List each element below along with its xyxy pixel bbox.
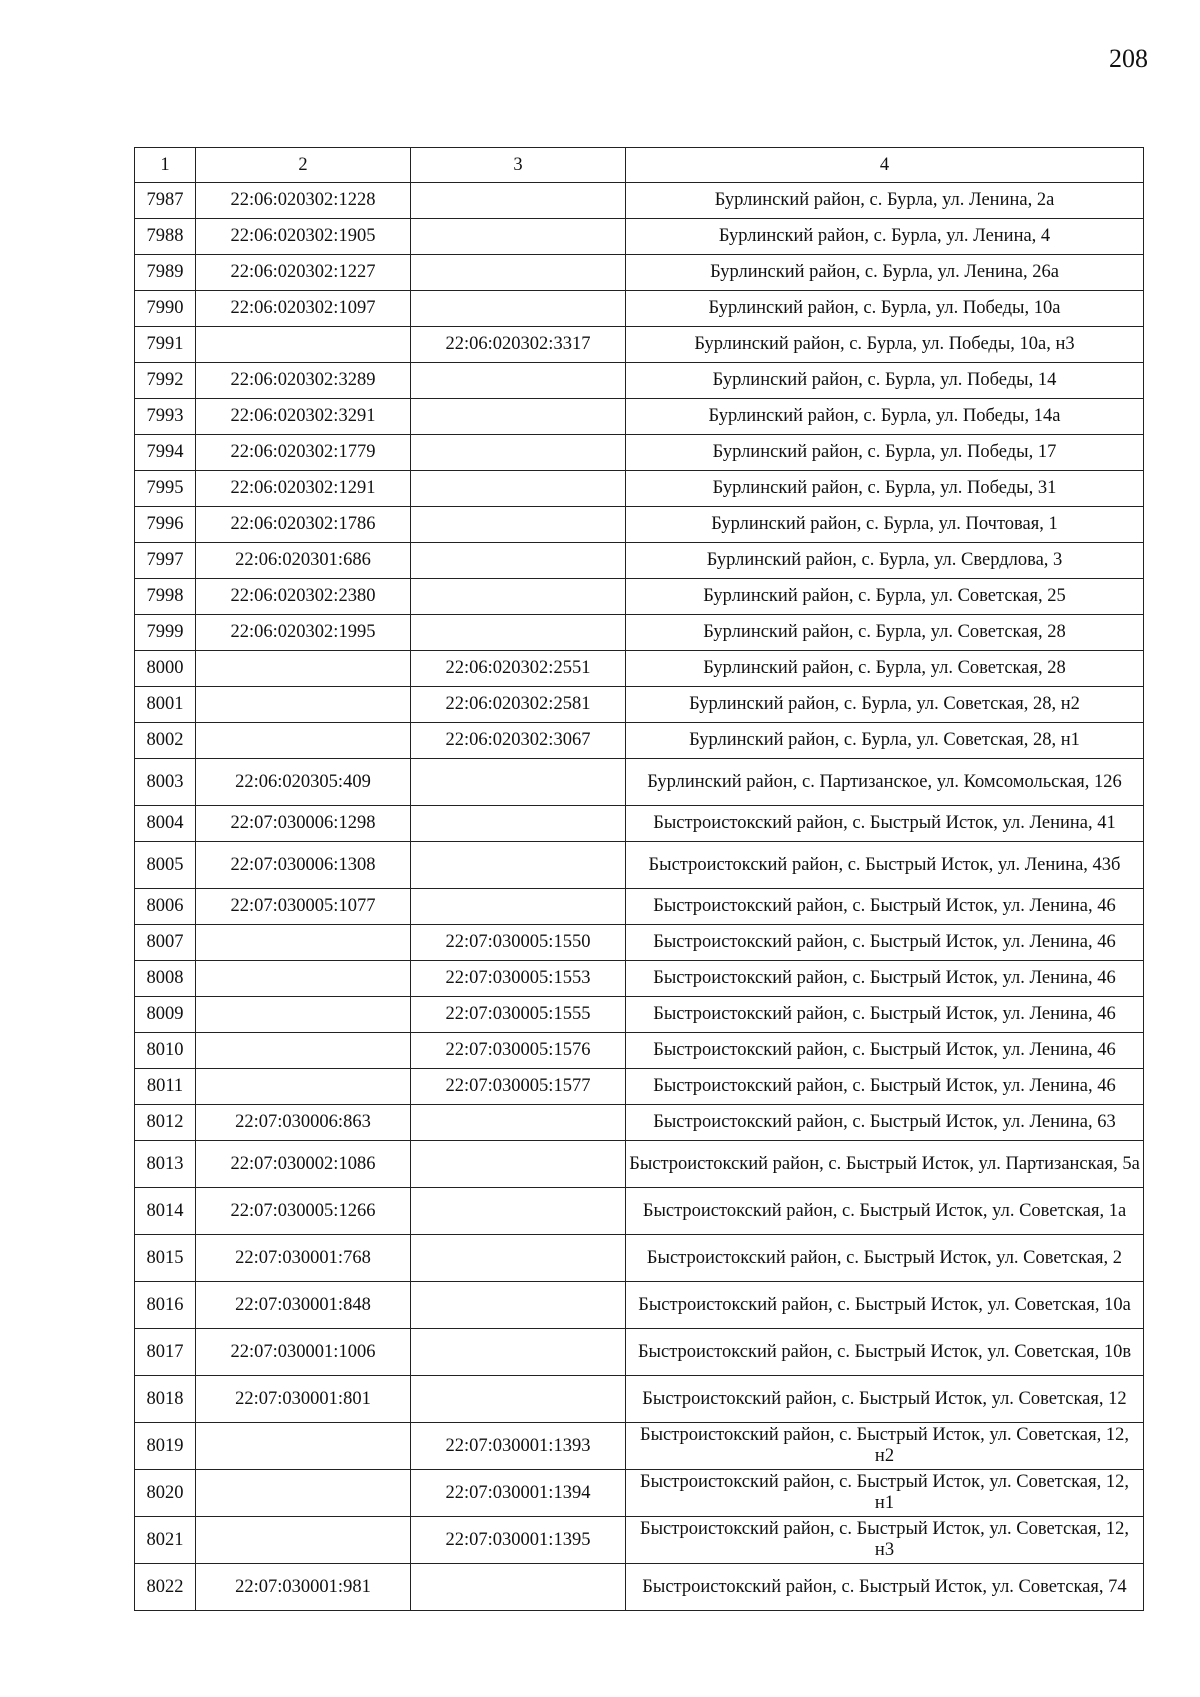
premises-number-cell — [411, 399, 626, 435]
address-cell: Бурлинский район, с. Бурла, ул. Победы, 14а — [626, 399, 1144, 435]
premises-number-cell — [411, 543, 626, 579]
row-number-cell: 8019 — [135, 1423, 196, 1470]
table-row — [135, 1141, 1144, 1188]
cadastral-number-cell — [196, 961, 411, 997]
row-number-cell: 8014 — [135, 1188, 196, 1235]
premises-number-cell: 22:07:030001:1393 — [411, 1423, 626, 1470]
address-cell: Бурлинский район, с. Партизанское, ул. Комсомольская, 126 — [626, 759, 1144, 806]
table-row — [135, 1105, 1144, 1141]
premises-number-cell — [411, 435, 626, 471]
table-body — [135, 183, 1144, 1611]
table-row — [135, 1423, 1144, 1470]
cadastral-number-cell: 22:07:030002:1086 — [196, 1141, 411, 1188]
address-cell: Быстроистокский район, с. Быстрый Исток, ул. Ленина, 46 — [626, 1069, 1144, 1105]
premises-number-cell: 22:07:030005:1576 — [411, 1033, 626, 1069]
address-cell: Быстроистокский район, с. Быстрый Исток, ул. Ленина, 46 — [626, 925, 1144, 961]
row-number-cell: 8004 — [135, 806, 196, 842]
table-row — [135, 1282, 1144, 1329]
premises-number-cell — [411, 183, 626, 219]
address-cell: Бурлинский район, с. Бурла, ул. Победы, 17 — [626, 435, 1144, 471]
address-cell: Бурлинский район, с. Бурла, ул. Победы, 31 — [626, 471, 1144, 507]
cadastral-number-cell — [196, 1069, 411, 1105]
address-cell: Бурлинский район, с. Бурла, ул. Советская, 25 — [626, 579, 1144, 615]
premises-number-cell — [411, 255, 626, 291]
address-cell: Бурлинский район, с. Бурла, ул. Победы, 10а — [626, 291, 1144, 327]
table-row — [135, 759, 1144, 806]
table-row — [135, 183, 1144, 219]
header-col-3: 3 — [411, 148, 626, 183]
header-col-2: 2 — [196, 148, 411, 183]
row-number-cell: 8020 — [135, 1470, 196, 1517]
table-row — [135, 1376, 1144, 1423]
premises-number-cell — [411, 219, 626, 255]
address-cell: Бурлинский район, с. Бурла, ул. Победы, 10а, н3 — [626, 327, 1144, 363]
row-number-cell: 7989 — [135, 255, 196, 291]
row-number-cell: 8022 — [135, 1564, 196, 1611]
row-number-cell: 8016 — [135, 1282, 196, 1329]
address-cell: Бурлинский район, с. Бурла, ул. Советская, 28 — [626, 615, 1144, 651]
page-number: 208 — [1109, 44, 1148, 73]
cadastral-number-cell: 22:06:020302:1995 — [196, 615, 411, 651]
premises-number-cell: 22:07:030005:1550 — [411, 925, 626, 961]
row-number-cell: 8021 — [135, 1517, 196, 1564]
cadastral-number-cell — [196, 1470, 411, 1517]
table-row — [135, 997, 1144, 1033]
row-number-cell: 8006 — [135, 889, 196, 925]
table-row — [135, 471, 1144, 507]
address-cell: Бурлинский район, с. Бурла, ул. Свердлова, 3 — [626, 543, 1144, 579]
cadastral-number-cell: 22:06:020302:1905 — [196, 219, 411, 255]
premises-number-cell: 22:06:020302:2581 — [411, 687, 626, 723]
address-cell: Быстроистокский район, с. Быстрый Исток, ул. Советская, 10а — [626, 1282, 1144, 1329]
premises-number-cell — [411, 1105, 626, 1141]
table-row — [135, 1564, 1144, 1611]
address-cell: Бурлинский район, с. Бурла, ул. Почтовая, 1 — [626, 507, 1144, 543]
row-number-cell: 7992 — [135, 363, 196, 399]
cadastral-number-cell — [196, 1423, 411, 1470]
address-cell: Быстроистокский район, с. Быстрый Исток, ул. Партизанская, 5а — [626, 1141, 1144, 1188]
table-row — [135, 687, 1144, 723]
table-row — [135, 399, 1144, 435]
cadastral-number-cell: 22:07:030005:1266 — [196, 1188, 411, 1235]
premises-number-cell: 22:07:030005:1577 — [411, 1069, 626, 1105]
row-number-cell: 8003 — [135, 759, 196, 806]
premises-number-cell: 22:07:030005:1553 — [411, 961, 626, 997]
table-row — [135, 1033, 1144, 1069]
address-cell: Быстроистокский район, с. Быстрый Исток, ул. Ленина, 41 — [626, 806, 1144, 842]
row-number-cell: 7988 — [135, 219, 196, 255]
address-cell: Быстроистокский район, с. Быстрый Исток, ул. Советская, 12, н3 — [626, 1517, 1144, 1564]
registry-table — [134, 147, 1144, 1611]
table-row — [135, 889, 1144, 925]
table-row — [135, 579, 1144, 615]
table-row — [135, 363, 1144, 399]
cadastral-number-cell: 22:07:030005:1077 — [196, 889, 411, 925]
table-row — [135, 925, 1144, 961]
address-cell: Быстроистокский район, с. Быстрый Исток, ул. Ленина, 46 — [626, 961, 1144, 997]
cadastral-number-cell: 22:06:020302:1228 — [196, 183, 411, 219]
cadastral-number-cell: 22:06:020302:1227 — [196, 255, 411, 291]
address-cell: Быстроистокский район, с. Быстрый Исток, ул. Ленина, 63 — [626, 1105, 1144, 1141]
premises-number-cell: 22:06:020302:2551 — [411, 651, 626, 687]
row-number-cell: 7996 — [135, 507, 196, 543]
address-cell: Быстроистокский район, с. Быстрый Исток, ул. Ленина, 43б — [626, 842, 1144, 889]
cadastral-number-cell: 22:07:030001:801 — [196, 1376, 411, 1423]
address-cell: Бурлинский район, с. Бурла, ул. Советская, 28 — [626, 651, 1144, 687]
cadastral-number-cell — [196, 327, 411, 363]
cadastral-number-cell: 22:06:020302:2380 — [196, 579, 411, 615]
row-number-cell: 7987 — [135, 183, 196, 219]
row-number-cell: 8015 — [135, 1235, 196, 1282]
table-row — [135, 1517, 1144, 1564]
header-col-4: 4 — [626, 148, 1144, 183]
row-number-cell: 7991 — [135, 327, 196, 363]
premises-number-cell — [411, 842, 626, 889]
cadastral-number-cell: 22:06:020302:1786 — [196, 507, 411, 543]
premises-number-cell: 22:06:020302:3317 — [411, 327, 626, 363]
cadastral-number-cell: 22:07:030001:768 — [196, 1235, 411, 1282]
row-number-cell: 8009 — [135, 997, 196, 1033]
cadastral-number-cell: 22:07:030006:1298 — [196, 806, 411, 842]
row-number-cell: 7994 — [135, 435, 196, 471]
cadastral-number-cell: 22:06:020302:1779 — [196, 435, 411, 471]
premises-number-cell — [411, 1141, 626, 1188]
address-cell: Быстроистокский район, с. Быстрый Исток, ул. Ленина, 46 — [626, 889, 1144, 925]
address-cell: Бурлинский район, с. Бурла, ул. Советская, 28, н1 — [626, 723, 1144, 759]
address-cell: Бурлинский район, с. Бурла, ул. Победы, 14 — [626, 363, 1144, 399]
address-cell: Быстроистокский район, с. Быстрый Исток, ул. Советская, 10в — [626, 1329, 1144, 1376]
address-cell: Быстроистокский район, с. Быстрый Исток, ул. Советская, 1а — [626, 1188, 1144, 1235]
table-row — [135, 723, 1144, 759]
table-row — [135, 1188, 1144, 1235]
cadastral-number-cell — [196, 925, 411, 961]
row-number-cell: 8005 — [135, 842, 196, 889]
row-number-cell: 8007 — [135, 925, 196, 961]
cadastral-number-cell: 22:07:030001:981 — [196, 1564, 411, 1611]
premises-number-cell — [411, 615, 626, 651]
premises-number-cell — [411, 471, 626, 507]
table-row — [135, 961, 1144, 997]
address-cell: Быстроистокский район, с. Быстрый Исток, ул. Советская, 2 — [626, 1235, 1144, 1282]
table-row — [135, 1235, 1144, 1282]
table-row — [135, 1470, 1144, 1517]
premises-number-cell — [411, 1329, 626, 1376]
row-number-cell: 7990 — [135, 291, 196, 327]
address-cell: Бурлинский район, с. Бурла, ул. Ленина, 26а — [626, 255, 1144, 291]
cadastral-number-cell: 22:06:020302:3289 — [196, 363, 411, 399]
row-number-cell: 7998 — [135, 579, 196, 615]
cadastral-number-cell: 22:06:020302:1097 — [196, 291, 411, 327]
table-row — [135, 543, 1144, 579]
address-cell: Быстроистокский район, с. Быстрый Исток, ул. Ленина, 46 — [626, 1033, 1144, 1069]
table-row — [135, 615, 1144, 651]
premises-number-cell — [411, 291, 626, 327]
table-row — [135, 219, 1144, 255]
row-number-cell: 8000 — [135, 651, 196, 687]
row-number-cell: 8008 — [135, 961, 196, 997]
cadastral-number-cell: 22:06:020302:3291 — [196, 399, 411, 435]
cadastral-number-cell — [196, 651, 411, 687]
row-number-cell: 7997 — [135, 543, 196, 579]
row-number-cell: 8002 — [135, 723, 196, 759]
cadastral-number-cell — [196, 687, 411, 723]
row-number-cell: 7993 — [135, 399, 196, 435]
premises-number-cell — [411, 1564, 626, 1611]
premises-number-cell — [411, 507, 626, 543]
cadastral-number-cell: 22:06:020302:1291 — [196, 471, 411, 507]
row-number-cell: 8018 — [135, 1376, 196, 1423]
premises-number-cell: 22:06:020302:3067 — [411, 723, 626, 759]
premises-number-cell — [411, 889, 626, 925]
row-number-cell: 8010 — [135, 1033, 196, 1069]
cadastral-number-cell: 22:07:030001:1006 — [196, 1329, 411, 1376]
cadastral-number-cell — [196, 723, 411, 759]
address-cell: Быстроистокский район, с. Быстрый Исток, ул. Советская, 12 — [626, 1376, 1144, 1423]
cadastral-number-cell: 22:06:020305:409 — [196, 759, 411, 806]
cadastral-number-cell: 22:06:020301:686 — [196, 543, 411, 579]
cadastral-number-cell — [196, 1033, 411, 1069]
table-row — [135, 507, 1144, 543]
cadastral-number-cell: 22:07:030006:863 — [196, 1105, 411, 1141]
cadastral-number-cell — [196, 1517, 411, 1564]
premises-number-cell — [411, 579, 626, 615]
address-cell: Быстроистокский район, с. Быстрый Исток, ул. Советская, 74 — [626, 1564, 1144, 1611]
address-cell: Бурлинский район, с. Бурла, ул. Ленина, 2а — [626, 183, 1144, 219]
premises-number-cell — [411, 1282, 626, 1329]
premises-number-cell: 22:07:030005:1555 — [411, 997, 626, 1033]
cadastral-number-cell: 22:07:030006:1308 — [196, 842, 411, 889]
row-number-cell: 7999 — [135, 615, 196, 651]
premises-number-cell — [411, 1188, 626, 1235]
table-row — [135, 435, 1144, 471]
table-row — [135, 327, 1144, 363]
premises-number-cell: 22:07:030001:1395 — [411, 1517, 626, 1564]
cadastral-number-cell — [196, 997, 411, 1033]
table-row — [135, 1329, 1144, 1376]
premises-number-cell: 22:07:030001:1394 — [411, 1470, 626, 1517]
row-number-cell: 8013 — [135, 1141, 196, 1188]
table-row — [135, 806, 1144, 842]
table-row — [135, 291, 1144, 327]
table-row — [135, 1069, 1144, 1105]
premises-number-cell — [411, 1376, 626, 1423]
row-number-cell: 8011 — [135, 1069, 196, 1105]
header-row — [135, 148, 1144, 183]
premises-number-cell — [411, 363, 626, 399]
address-cell: Быстроистокский район, с. Быстрый Исток, ул. Советская, 12, н2 — [626, 1423, 1144, 1470]
row-number-cell: 7995 — [135, 471, 196, 507]
cadastral-number-cell: 22:07:030001:848 — [196, 1282, 411, 1329]
premises-number-cell — [411, 1235, 626, 1282]
address-cell: Бурлинский район, с. Бурла, ул. Ленина, 4 — [626, 219, 1144, 255]
premises-number-cell — [411, 806, 626, 842]
row-number-cell: 8012 — [135, 1105, 196, 1141]
table-row — [135, 842, 1144, 889]
address-cell: Быстроистокский район, с. Быстрый Исток, ул. Советская, 12, н1 — [626, 1470, 1144, 1517]
premises-number-cell — [411, 759, 626, 806]
table-row — [135, 255, 1144, 291]
address-cell: Быстроистокский район, с. Быстрый Исток, ул. Ленина, 46 — [626, 997, 1144, 1033]
table-row — [135, 651, 1144, 687]
row-number-cell: 8001 — [135, 687, 196, 723]
header-col-1: 1 — [135, 148, 196, 183]
address-cell: Бурлинский район, с. Бурла, ул. Советская, 28, н2 — [626, 687, 1144, 723]
row-number-cell: 8017 — [135, 1329, 196, 1376]
